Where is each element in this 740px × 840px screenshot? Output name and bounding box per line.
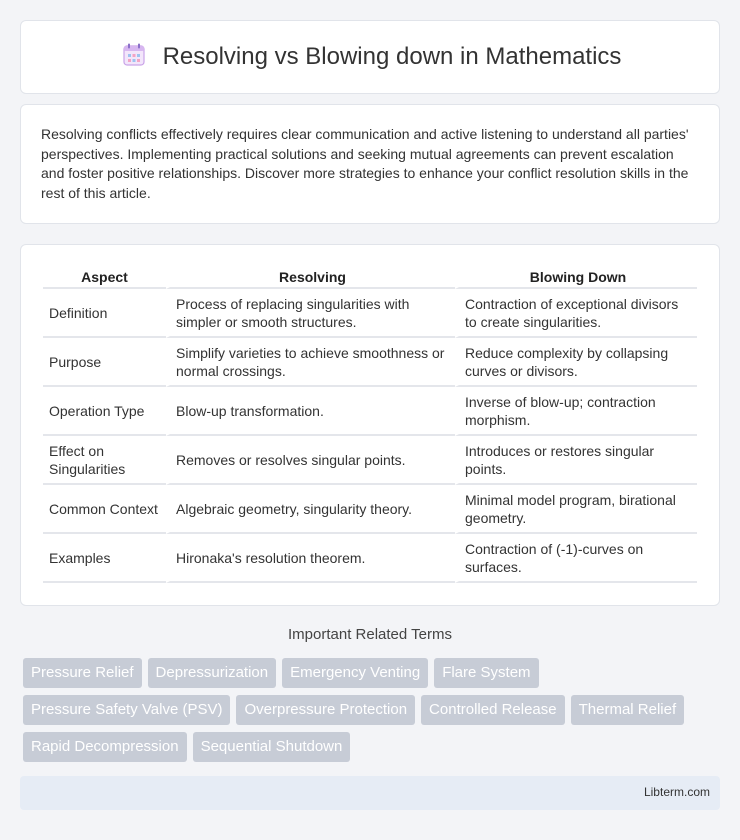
comparison-table bbox=[43, 265, 697, 583]
related-term-tag[interactable]: Flare System bbox=[434, 658, 538, 688]
header-blowing-down: Blowing Down bbox=[455, 265, 697, 289]
related-term-tag[interactable]: Emergency Venting bbox=[282, 658, 428, 688]
page-title: Resolving vs Blowing down in Mathematics bbox=[162, 43, 622, 70]
footer bbox=[20, 776, 720, 810]
calendar-icon bbox=[119, 40, 149, 75]
row-blowing-down: Contraction of (-1)-curves on surfaces. bbox=[455, 534, 697, 583]
header-aspect: Aspect bbox=[43, 265, 166, 289]
table-row bbox=[43, 338, 697, 387]
row-resolving: Blow-up transformation. bbox=[166, 387, 455, 436]
row-aspect: Effect on Singularities bbox=[43, 436, 166, 485]
related-term-tag[interactable]: Pressure Safety Valve (PSV) bbox=[23, 695, 230, 725]
table-row bbox=[43, 485, 697, 534]
table-row bbox=[43, 436, 697, 485]
related-term-tag[interactable]: Depressurization bbox=[148, 658, 277, 688]
row-blowing-down: Introduces or restores singular points. bbox=[455, 436, 697, 485]
related-terms-title: Important Related Terms bbox=[288, 626, 452, 643]
row-blowing-down: Inverse of blow-up; contraction morphism. bbox=[455, 387, 697, 436]
comparison-card bbox=[20, 244, 720, 606]
row-aspect: Examples bbox=[43, 534, 166, 583]
related-terms-list bbox=[23, 658, 723, 762]
table-row bbox=[43, 289, 697, 338]
row-resolving: Removes or resolves singular points. bbox=[166, 436, 455, 485]
intro-text: Resolving conflicts effectively requires clear communication and active listening to understand all parties' perspectives. Implementing practical solutions and seeking mutual agreements can prevent escalation and foster positive relationships. Discover more strategies to enhance your conflict resolution skills in the rest of this article. bbox=[41, 126, 689, 201]
row-aspect: Definition bbox=[43, 289, 166, 338]
related-term-tag[interactable]: Rapid Decompression bbox=[23, 732, 187, 762]
table-header-row bbox=[43, 265, 697, 289]
related-term-tag[interactable]: Pressure Relief bbox=[23, 658, 142, 688]
row-resolving: Process of replacing singularities with simpler or smooth structures. bbox=[166, 289, 455, 338]
row-aspect: Common Context bbox=[43, 485, 166, 534]
row-resolving: Hironaka's resolution theorem. bbox=[166, 534, 455, 583]
row-resolving: Algebraic geometry, singularity theory. bbox=[166, 485, 455, 534]
table-row bbox=[43, 534, 697, 583]
footer-site-link[interactable]: Libterm.com bbox=[643, 785, 710, 799]
row-blowing-down: Minimal model program, birational geometry. bbox=[455, 485, 697, 534]
related-term-tag[interactable]: Overpressure Protection bbox=[236, 695, 415, 725]
related-term-tag[interactable]: Sequential Shutdown bbox=[193, 732, 351, 762]
row-aspect: Purpose bbox=[43, 338, 166, 387]
row-aspect: Operation Type bbox=[43, 387, 166, 436]
intro-card bbox=[20, 104, 720, 224]
row-blowing-down: Reduce complexity by collapsing curves or divisors. bbox=[455, 338, 697, 387]
related-term-tag[interactable]: Thermal Relief bbox=[571, 695, 685, 725]
header-resolving: Resolving bbox=[166, 265, 455, 289]
related-term-tag[interactable]: Controlled Release bbox=[421, 695, 565, 725]
row-blowing-down: Contraction of exceptional divisors to create singularities. bbox=[455, 289, 697, 338]
row-resolving: Simplify varieties to achieve smoothness or normal crossings. bbox=[166, 338, 455, 387]
table-row bbox=[43, 387, 697, 436]
header-card bbox=[20, 20, 720, 94]
